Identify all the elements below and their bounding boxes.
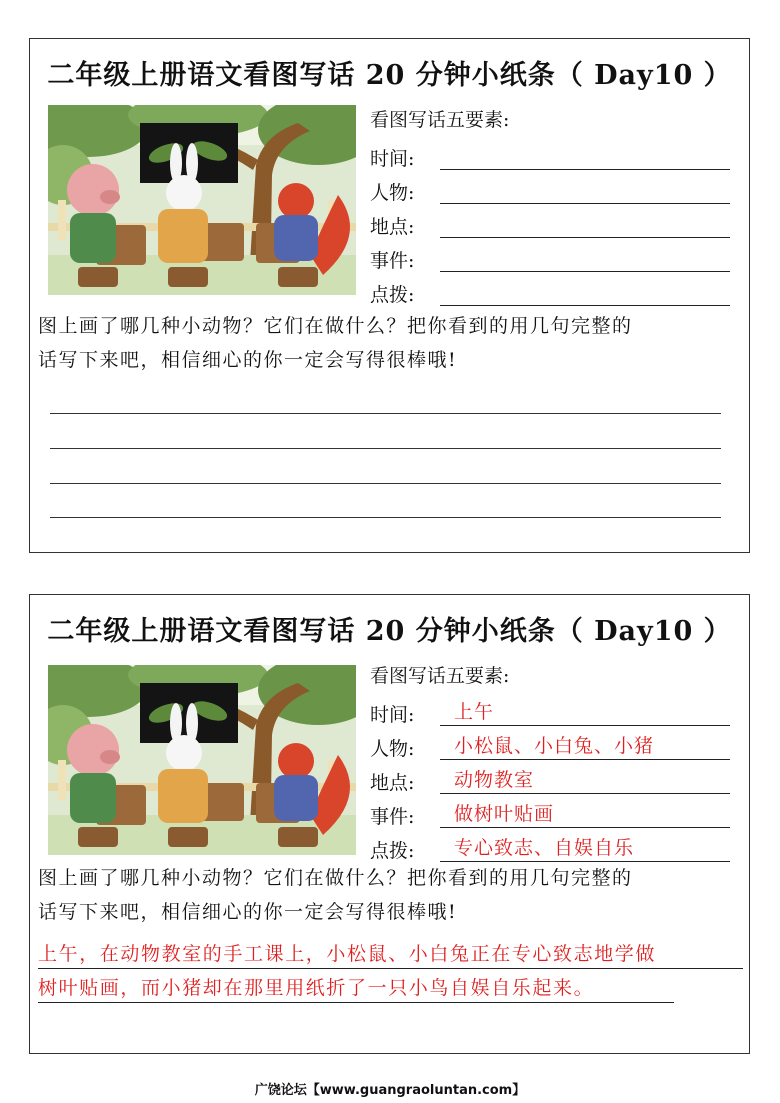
illustration-animal-classroom bbox=[48, 105, 356, 295]
blank-line-event[interactable] bbox=[440, 271, 730, 272]
answer-underline bbox=[38, 1002, 674, 1003]
element-label-characters: 人物: bbox=[370, 182, 415, 204]
site-footer: 广饶论坛【www.guangraoluntan.com】 bbox=[254, 1083, 526, 1098]
element-row-characters bbox=[370, 731, 730, 765]
answer-line-place bbox=[440, 793, 730, 794]
model-answer-line-1: 上午，在动物教室的手工课上，小松鼠、小白兔正在专心致志地学做 bbox=[38, 943, 657, 965]
writing-prompt bbox=[38, 309, 741, 377]
blank-line-time[interactable] bbox=[440, 169, 730, 170]
answer-place: 动物教室 bbox=[454, 769, 535, 791]
writing-line[interactable] bbox=[50, 517, 721, 518]
writing-line[interactable] bbox=[50, 483, 721, 484]
prompt-line-1: 图上画了哪几种小动物？它们在做什么？把你看到的用几句完整的 bbox=[38, 867, 633, 889]
writing-prompt bbox=[38, 861, 741, 929]
answer-event: 做树叶贴画 bbox=[454, 803, 555, 825]
element-row-place bbox=[370, 765, 730, 799]
element-label-place: 地点: bbox=[370, 216, 415, 238]
element-label-characters: 人物: bbox=[370, 738, 415, 760]
blank-line-characters[interactable] bbox=[440, 203, 730, 204]
element-label-place: 地点: bbox=[370, 772, 415, 794]
element-label-hint: 点拨: bbox=[370, 284, 415, 306]
element-row-characters bbox=[370, 175, 730, 209]
element-label-hint: 点拨: bbox=[370, 840, 415, 862]
element-row-place bbox=[370, 209, 730, 243]
blank-line-place[interactable] bbox=[440, 237, 730, 238]
blank-line-hint[interactable] bbox=[440, 305, 730, 306]
illustration-animal-classroom bbox=[48, 665, 356, 855]
element-label-time: 时间: bbox=[370, 704, 415, 726]
answer-title: 二年级上册语文看图写话 20 分钟小纸条（ Day10 ） bbox=[47, 616, 732, 647]
prompt-line-1: 图上画了哪几种小动物？它们在做什么？把你看到的用几句完整的 bbox=[38, 315, 633, 337]
writing-line[interactable] bbox=[50, 448, 721, 449]
answer-line-time bbox=[440, 725, 730, 726]
writing-line[interactable] bbox=[50, 413, 721, 414]
five-elements-heading: 看图写话五要素: bbox=[370, 109, 510, 131]
answer-line-event bbox=[440, 827, 730, 828]
element-label-time: 时间: bbox=[370, 148, 415, 170]
model-answer bbox=[38, 937, 743, 1005]
element-row-event bbox=[370, 243, 730, 277]
five-elements-answers bbox=[370, 663, 730, 867]
element-row-time bbox=[370, 697, 730, 731]
answer-hint: 专心致志、自娱自乐 bbox=[454, 837, 635, 859]
element-row-time bbox=[370, 141, 730, 175]
five-elements-heading: 看图写话五要素: bbox=[370, 665, 510, 687]
element-row-event bbox=[370, 799, 730, 833]
model-answer-line-2: 树叶贴画，而小猪却在那里用纸折了一只小鸟自娱自乐起来。 bbox=[38, 977, 595, 999]
prompt-line-2: 话写下来吧，相信细心的你一定会写得很棒哦! bbox=[38, 349, 458, 371]
five-elements bbox=[370, 107, 730, 311]
element-row-hint bbox=[370, 277, 730, 311]
worksheet-title: 二年级上册语文看图写话 20 分钟小纸条（ Day10 ） bbox=[47, 60, 732, 91]
prompt-line-2: 话写下来吧，相信细心的你一定会写得很棒哦! bbox=[38, 901, 458, 923]
element-label-event: 事件: bbox=[370, 250, 415, 272]
answer-characters: 小松鼠、小白兔、小猪 bbox=[454, 735, 655, 757]
answer-time: 上午 bbox=[454, 701, 495, 723]
answer-card bbox=[29, 594, 750, 1054]
worksheet-card bbox=[29, 38, 750, 553]
answer-underline bbox=[38, 968, 743, 969]
element-label-event: 事件: bbox=[370, 806, 415, 828]
answer-line-characters bbox=[440, 759, 730, 760]
